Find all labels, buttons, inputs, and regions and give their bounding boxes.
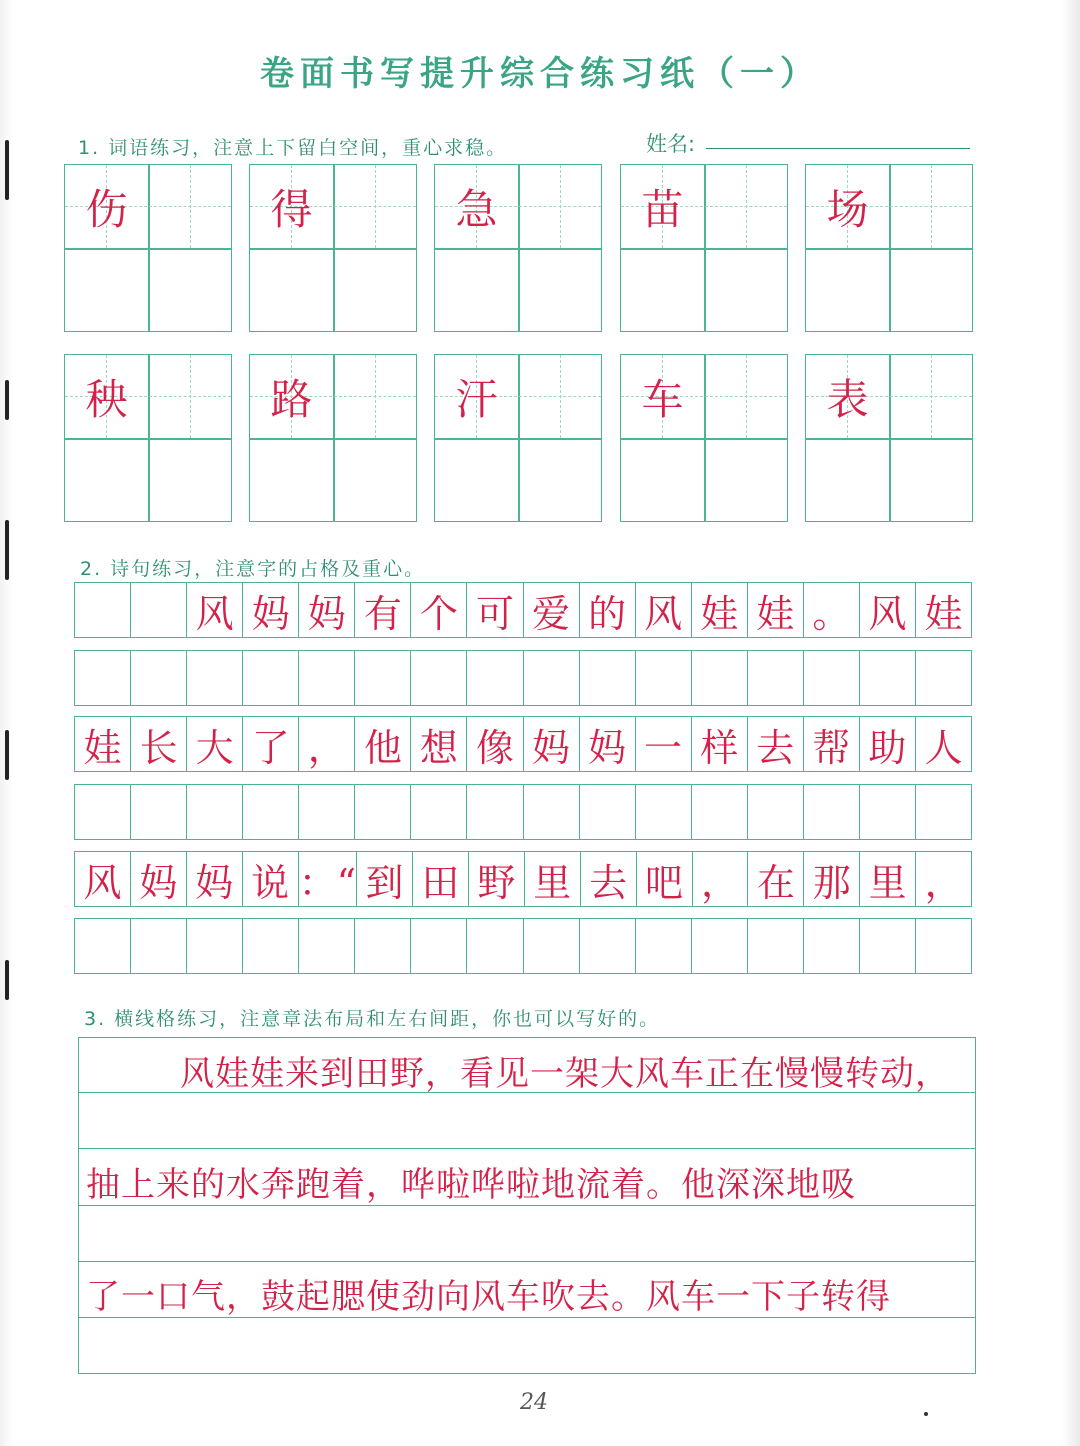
grid-cell[interactable] <box>635 918 691 974</box>
grid-cell[interactable]: 大 <box>186 716 242 772</box>
grid-cell[interactable] <box>579 918 635 974</box>
grid-cell[interactable] <box>635 784 691 840</box>
grid-cell[interactable] <box>747 918 803 974</box>
model-character: 场 <box>826 184 869 234</box>
grid-cell[interactable] <box>298 918 354 974</box>
grid-cell[interactable]: 一 <box>635 716 691 772</box>
grid-cell[interactable]: ， <box>298 716 354 772</box>
grid-cell[interactable]: 的 <box>579 582 635 638</box>
grid-cell[interactable] <box>74 784 130 840</box>
model-character: 表 <box>826 374 869 424</box>
grid-row <box>74 650 972 706</box>
model-character: 伤 <box>85 184 128 234</box>
practice-box[interactable] <box>434 354 602 522</box>
grid-cell[interactable]: 妈 <box>523 716 579 772</box>
grid-cell[interactable]: ， <box>692 851 748 907</box>
model-character: 得 <box>270 184 313 234</box>
practice-box[interactable] <box>620 354 788 522</box>
grid-cell[interactable]: 他 <box>354 716 410 772</box>
grid-cell[interactable] <box>523 650 579 706</box>
grid-cell[interactable]: 里 <box>859 851 915 907</box>
model-character: 苗 <box>641 184 684 234</box>
grid-cell[interactable] <box>859 650 915 706</box>
grid-cell[interactable] <box>242 784 298 840</box>
model-character: 秧 <box>85 374 128 424</box>
grid-cell[interactable] <box>523 918 579 974</box>
grid-cell[interactable] <box>466 784 522 840</box>
grid-cell[interactable] <box>130 784 186 840</box>
grid-cell[interactable]: 娃 <box>74 716 130 772</box>
model-character: 急 <box>455 184 498 234</box>
grid-cell[interactable] <box>859 918 915 974</box>
grid-cell[interactable] <box>747 784 803 840</box>
grid-cell[interactable]: 那 <box>803 851 859 907</box>
grid-cell[interactable] <box>803 650 859 706</box>
grid-cell[interactable]: 想 <box>410 716 466 772</box>
grid-cell[interactable] <box>691 918 747 974</box>
practice-box[interactable] <box>249 354 417 522</box>
section2-instruction: 2. 诗句练习，注意字的占格及重心。 <box>80 558 426 580</box>
grid-cell[interactable]: 里 <box>524 851 580 907</box>
grid-cell[interactable] <box>242 918 298 974</box>
grid-cell[interactable] <box>466 650 522 706</box>
binding-mark <box>5 380 9 420</box>
grid-cell[interactable]: ：“ <box>298 851 356 907</box>
grid-cell[interactable]: 了 <box>242 716 298 772</box>
binding-mark <box>5 730 9 780</box>
grid-cell[interactable] <box>579 784 635 840</box>
page-title: 卷面书写提升综合练习纸（一） <box>260 54 820 94</box>
grid-row <box>74 851 972 907</box>
grid-cell[interactable] <box>130 650 186 706</box>
grid-cell[interactable]: 吧 <box>636 851 692 907</box>
practice-box[interactable] <box>805 354 973 522</box>
grid-cell[interactable] <box>186 784 242 840</box>
ruled-line <box>78 1373 976 1374</box>
binding-mark <box>5 960 9 1000</box>
grid-cell[interactable] <box>354 650 410 706</box>
grid-cell[interactable] <box>130 918 186 974</box>
grid-cell[interactable] <box>130 582 186 638</box>
grid-cell[interactable] <box>186 918 242 974</box>
grid-cell[interactable]: 田 <box>412 851 468 907</box>
grid-cell[interactable]: 风 <box>859 582 915 638</box>
section3-instruction: 3. 横线格练习，注意章法布局和左右间距，你也可以写好的。 <box>84 1008 661 1030</box>
ruled-line <box>78 1148 976 1149</box>
grid-cell[interactable]: 去 <box>580 851 636 907</box>
page-edge-left <box>0 0 14 1446</box>
name-label: 姓名: <box>646 132 696 156</box>
grid-row <box>74 918 972 974</box>
grid-cell[interactable] <box>74 582 130 638</box>
grid-cell[interactable]: 长 <box>130 716 186 772</box>
grid-cell[interactable]: 助 <box>859 716 915 772</box>
model-character: 汗 <box>455 374 498 424</box>
grid-cell[interactable]: 妈 <box>579 716 635 772</box>
practice-box[interactable] <box>620 164 788 332</box>
ruled-line <box>78 1261 976 1262</box>
grid-cell[interactable]: 像 <box>466 716 522 772</box>
grid-cell[interactable] <box>915 650 972 706</box>
practice-box[interactable] <box>249 164 417 332</box>
handwritten-line: 抽上来的水奔跑着，哗啦哗啦地流着。他深深地吸 <box>86 1165 856 1205</box>
grid-cell[interactable]: 娃 <box>747 582 803 638</box>
grid-cell[interactable] <box>579 650 635 706</box>
grid-cell[interactable] <box>635 650 691 706</box>
ruled-line <box>78 1037 976 1038</box>
grid-cell[interactable]: 风 <box>635 582 691 638</box>
grid-cell[interactable] <box>691 650 747 706</box>
section1-instruction: 1. 词语练习，注意上下留白空间，重心求稳。 <box>78 137 508 159</box>
grid-cell[interactable]: 妈 <box>242 582 298 638</box>
grid-cell[interactable]: 可 <box>466 582 522 638</box>
practice-box[interactable] <box>64 354 232 522</box>
grid-cell[interactable]: 妈 <box>186 851 242 907</box>
grid-cell[interactable] <box>298 784 354 840</box>
grid-cell[interactable] <box>354 918 410 974</box>
grid-cell[interactable] <box>915 918 972 974</box>
grid-cell[interactable]: 风 <box>74 851 130 907</box>
grid-row <box>74 582 972 638</box>
practice-box[interactable] <box>434 164 602 332</box>
grid-cell[interactable]: 说 <box>242 851 298 907</box>
grid-cell[interactable] <box>691 784 747 840</box>
grid-cell[interactable]: 娃 <box>915 582 972 638</box>
grid-cell[interactable]: 。 <box>803 582 859 638</box>
grid-cell[interactable] <box>186 650 242 706</box>
grid-cell[interactable] <box>915 784 972 840</box>
grid-cell[interactable]: 风 <box>186 582 242 638</box>
grid-cell[interactable]: 爱 <box>523 582 579 638</box>
grid-cell[interactable] <box>410 784 466 840</box>
grid-cell[interactable] <box>803 784 859 840</box>
grid-cell[interactable]: 样 <box>691 716 747 772</box>
grid-cell[interactable]: 人 <box>915 716 972 772</box>
practice-box[interactable] <box>805 164 973 332</box>
binding-mark <box>5 520 9 580</box>
grid-row <box>74 716 972 772</box>
grid-cell[interactable] <box>803 918 859 974</box>
grid-cell[interactable]: 有 <box>354 582 410 638</box>
binding-mark <box>5 140 9 200</box>
grid-cell[interactable]: 野 <box>468 851 524 907</box>
grid-cell[interactable] <box>747 650 803 706</box>
handwritten-line: 风娃娃来到田野，看见一架大风车正在慢慢转动， <box>180 1054 950 1094</box>
grid-cell[interactable] <box>466 918 522 974</box>
grid-cell[interactable]: 帮 <box>803 716 859 772</box>
page-edge-right <box>1062 0 1080 1446</box>
grid-cell[interactable]: 妈 <box>130 851 186 907</box>
grid-cell[interactable] <box>298 650 354 706</box>
grid-cell[interactable] <box>859 784 915 840</box>
grid-cell[interactable] <box>74 650 130 706</box>
grid-cell[interactable]: 娃 <box>691 582 747 638</box>
grid-cell[interactable] <box>410 918 466 974</box>
model-character: 路 <box>270 374 313 424</box>
practice-box[interactable] <box>64 164 232 332</box>
ink-dot <box>924 1412 928 1416</box>
name-field-line[interactable] <box>706 148 970 149</box>
grid-cell[interactable] <box>523 784 579 840</box>
grid-cell[interactable]: ， <box>915 851 972 907</box>
grid-cell[interactable]: 到 <box>356 851 412 907</box>
grid-cell[interactable]: 个 <box>410 582 466 638</box>
grid-cell[interactable] <box>74 918 130 974</box>
model-character: 车 <box>641 374 684 424</box>
grid-cell[interactable]: 去 <box>747 716 803 772</box>
grid-cell[interactable] <box>242 650 298 706</box>
grid-cell[interactable] <box>354 784 410 840</box>
page-number: 24 <box>520 1390 548 1415</box>
grid-cell[interactable]: 在 <box>747 851 803 907</box>
handwritten-line: 了一口气，鼓起腮使劲向风车吹去。风车一下子转得 <box>86 1277 891 1317</box>
grid-cell[interactable] <box>410 650 466 706</box>
grid-cell[interactable]: 妈 <box>298 582 354 638</box>
grid-row <box>74 784 972 840</box>
